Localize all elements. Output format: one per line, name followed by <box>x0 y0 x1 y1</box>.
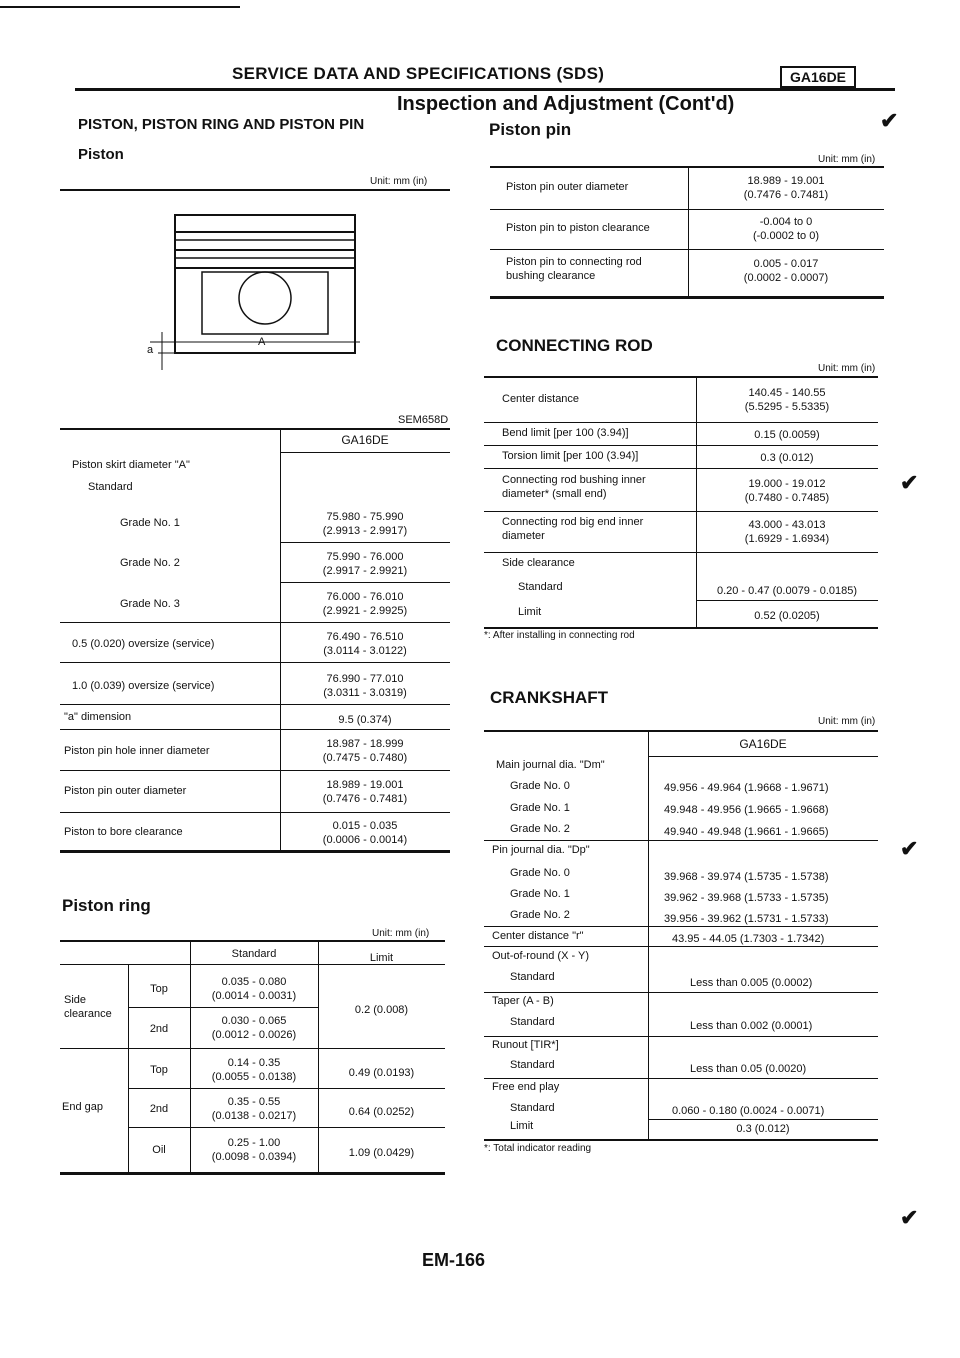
pin-row-label: bushing clearance <box>506 270 596 282</box>
crank-row-label: Runout [TIR*] <box>492 1039 559 1051</box>
piston-row-label: Standard <box>88 481 133 493</box>
piston-row-label: Piston to bore clearance <box>64 826 183 838</box>
conrod-row-value: 0.20 - 0.47 (0.0079 - 0.0185) <box>716 585 858 597</box>
ring-col-standard: Standard <box>231 948 277 960</box>
row-rule <box>60 770 450 771</box>
crank-row-label: Standard <box>510 1102 555 1114</box>
pin-row-label: Piston pin to piston clearance <box>506 222 650 234</box>
pin-row-value: (0.7476 - 0.7481) <box>743 189 829 201</box>
piston-row-value: (0.7475 - 0.7480) <box>322 752 408 764</box>
conrod-row-label: Center distance <box>502 393 580 405</box>
piston-header-rule <box>280 452 450 453</box>
piston-row-value: (3.0311 - 3.0319) <box>323 687 407 699</box>
pin-row-label: Piston pin outer diameter <box>506 181 629 193</box>
conrod-row-value: 19.000 - 19.012 <box>748 478 826 490</box>
crank-row-label: Main journal dia. "Dm" <box>496 759 605 771</box>
ring-table-top <box>60 940 445 942</box>
bookmark-icon: ✔ <box>880 108 899 133</box>
piston-row-value: 75.990 - 76.000 <box>326 551 404 563</box>
piston-row-value: 18.989 - 19.001 <box>326 779 404 791</box>
piston-row-value: (2.9921 - 2.9925) <box>322 605 408 617</box>
side-label: Side <box>64 994 87 1006</box>
piston-row-value: (0.7476 - 0.7481) <box>322 793 408 805</box>
conrod-row-value: 0.52 (0.0205) <box>754 610 820 622</box>
piston-table-bottom <box>60 850 450 853</box>
row-rule <box>484 445 878 446</box>
piston-row-value: 9.5 (0.374) <box>338 714 392 726</box>
crank-row-label: Grade No. 0 <box>510 867 570 879</box>
crank-row-label: Grade No. 2 <box>510 909 570 921</box>
row-rule <box>648 1119 878 1120</box>
ring-standard: 0.14 - 0.35 <box>227 1057 281 1069</box>
conrod-row-label: diameter <box>502 530 545 542</box>
piston-row-value: (2.9913 - 2.9917) <box>322 525 408 537</box>
crank-row-label: Grade No. 1 <box>510 888 570 900</box>
ring-limit: 0.64 (0.0252) <box>348 1106 415 1118</box>
page-title: SERVICE DATA AND SPECIFICATIONS (SDS) <box>232 64 605 83</box>
piston-title: Piston <box>78 146 124 163</box>
pin-row-label: Piston pin to connecting rod <box>506 256 642 268</box>
page-subtitle: Inspection and Adjustment (Cont'd) <box>397 93 735 115</box>
conrod-unit: Unit: mm (in) <box>818 363 876 374</box>
row-rule <box>60 622 450 623</box>
crank-row-value: 49.940 - 49.948 (1.9661 - 1.9665) <box>664 826 829 838</box>
piston-row-label: Grade No. 2 <box>120 557 180 569</box>
page-number: EM-166 <box>422 1250 486 1270</box>
conrod-row-label: Connecting rod big end inner <box>502 516 644 528</box>
row-rule <box>60 662 450 663</box>
row-rule <box>484 946 878 947</box>
row-rule <box>484 511 878 512</box>
row-rule <box>490 249 884 250</box>
piston-row-value: 76.490 - 76.510 <box>326 631 404 643</box>
piston-row-value: 76.000 - 76.010 <box>326 591 404 603</box>
piston-diagram <box>140 210 380 380</box>
crank-row-value: 39.968 - 39.974 (1.5735 - 1.5738) <box>664 871 829 883</box>
piston-row-label: Piston pin outer diameter <box>64 785 187 797</box>
piston-row-label: 0.5 (0.020) oversize (service) <box>72 638 215 650</box>
bookmark-icon: ✔ <box>900 1205 919 1230</box>
row-rule <box>60 812 450 813</box>
side-label: clearance <box>64 1008 112 1020</box>
piston-unit-rule <box>60 189 450 191</box>
piston-unit: Unit: mm (in) <box>370 176 428 187</box>
row-rule <box>696 600 878 601</box>
ring-type: 2nd <box>149 1103 169 1115</box>
crankshaft-title: CRANKSHAFT <box>490 688 609 707</box>
figure-label-A: A <box>258 336 266 348</box>
row-rule <box>484 1036 878 1037</box>
row-rule <box>280 542 450 543</box>
ring-standard: 0.030 - 0.065 <box>221 1015 287 1027</box>
conrod-row-label: Torsion limit [per 100 (3.94)] <box>502 450 639 462</box>
right-section-title: Piston pin <box>489 120 572 139</box>
ring-standard: 0.35 - 0.55 <box>227 1096 281 1108</box>
piston-row-label: Grade No. 3 <box>120 598 180 610</box>
row-rule <box>484 1078 878 1079</box>
ring-standard: 0.25 - 1.00 <box>227 1137 281 1149</box>
crank-row-value: 0.060 - 0.180 (0.0024 - 0.0071) <box>672 1105 825 1117</box>
crank-table-bottom <box>484 1139 878 1141</box>
crank-row-value: 49.948 - 49.956 (1.9665 - 1.9668) <box>664 804 829 816</box>
crank-col-header: GA16DE <box>739 737 787 751</box>
ring-standard: (0.0014 - 0.0031) <box>211 990 297 1002</box>
crank-row-value: Less than 0.05 (0.0020) <box>690 1063 807 1075</box>
conrod-row-value: 43.000 - 43.013 <box>748 519 826 531</box>
piston-row-label: "a" dimension <box>64 711 132 723</box>
crankshaft-unit: Unit: mm (in) <box>818 716 876 727</box>
conrod-row-value: (1.6929 - 1.6934) <box>744 533 830 545</box>
piston-row-label: 1.0 (0.039) oversize (service) <box>72 680 215 692</box>
conrod-row-label: Limit <box>518 606 542 618</box>
row-rule <box>128 1127 445 1128</box>
ring-type: Oil <box>152 1144 166 1156</box>
piston-col-header: GA16DE <box>341 433 389 447</box>
conrod-row-label: Standard <box>518 581 563 593</box>
ring-col-line <box>318 940 319 1173</box>
crank-row-label: Standard <box>510 971 555 983</box>
conrod-row-value: (5.5295 - 5.5335) <box>744 401 830 413</box>
ring-standard: (0.0012 - 0.0026) <box>211 1029 297 1041</box>
conrod-row-label: Side clearance <box>502 557 575 569</box>
ring-standard: (0.0138 - 0.0217) <box>211 1110 297 1122</box>
piston-row-value: (3.0114 - 3.0122) <box>323 645 407 657</box>
pin-unit: Unit: mm (in) <box>818 154 876 165</box>
crank-row-label: Pin journal dia. "Dp" <box>492 844 590 856</box>
conrod-table-top <box>484 376 878 378</box>
crank-row-value: 39.956 - 39.962 (1.5731 - 1.5733) <box>664 913 829 925</box>
crank-row-label: Center distance "r" <box>492 930 584 942</box>
crank-row-label: Limit <box>510 1120 534 1132</box>
crank-row-label: Out-of-round (X - Y) <box>492 950 589 962</box>
row-rule <box>484 926 878 927</box>
header-rule <box>75 88 895 91</box>
ring-limit: 1.09 (0.0429) <box>348 1147 415 1159</box>
piston-ring-title: Piston ring <box>62 896 151 915</box>
piston-row-label: Piston skirt diameter "A" <box>72 459 190 471</box>
row-rule <box>484 840 878 841</box>
crank-row-value: 43.95 - 44.05 (1.7303 - 1.7342) <box>672 933 825 945</box>
ring-table-bottom <box>60 1172 445 1175</box>
row-rule <box>60 1048 445 1049</box>
ring-standard: (0.0098 - 0.0394) <box>211 1151 297 1163</box>
figure-code: SEM658D <box>398 414 449 426</box>
piston-row-value: 75.980 - 75.990 <box>326 511 404 523</box>
row-rule <box>484 468 878 469</box>
conrod-row-label: Bend limit [per 100 (3.94)] <box>502 427 629 439</box>
bookmark-icon: ✔ <box>900 836 919 861</box>
conrod-row-value: 140.45 - 140.55 <box>748 387 826 399</box>
crank-row-value: Less than 0.005 (0.0002) <box>690 977 813 989</box>
connecting-rod-title: CONNECTING ROD <box>496 336 653 355</box>
crank-row-value: 39.962 - 39.968 (1.5733 - 1.5735) <box>664 892 829 904</box>
end-gap-label: End gap <box>62 1101 103 1113</box>
row-rule <box>484 992 878 993</box>
row-rule <box>648 756 878 757</box>
ring-type: 2nd <box>149 1023 169 1035</box>
piston-row-value: (0.0006 - 0.0014) <box>322 834 408 846</box>
conrod-footnote: *: After installing in connecting rod <box>484 630 635 641</box>
crank-row-label: Free end play <box>492 1081 560 1093</box>
row-rule <box>128 1088 445 1089</box>
conrod-row-label: Connecting rod bushing inner <box>502 474 646 486</box>
crank-row-label: Standard <box>510 1059 555 1071</box>
pin-table-top <box>490 166 884 168</box>
bookmark-icon: ✔ <box>900 470 919 495</box>
piston-row-value: 76.990 - 77.010 <box>326 673 404 685</box>
ring-col-limit: Limit <box>369 952 394 964</box>
crank-row-label: Grade No. 1 <box>510 802 570 814</box>
figure-label-a: a <box>147 344 154 356</box>
ring-type: Top <box>150 983 168 995</box>
conrod-row-label: diameter* (small end) <box>502 488 607 500</box>
crank-table-top <box>484 730 878 732</box>
pin-row-value: -0.004 to 0 <box>759 216 813 228</box>
conrod-row-value: 0.3 (0.012) <box>760 452 814 464</box>
pin-table-bottom <box>490 296 884 299</box>
piston-row-label: Grade No. 1 <box>120 517 180 529</box>
crank-row-label: Standard <box>510 1016 555 1028</box>
ring-standard: (0.0055 - 0.0138) <box>211 1071 297 1083</box>
crank-row-value: Less than 0.002 (0.0001) <box>690 1020 813 1032</box>
piston-table-top <box>60 428 450 430</box>
pin-row-value: (0.0002 - 0.0007) <box>743 272 829 284</box>
crank-row-label: Grade No. 2 <box>510 823 570 835</box>
pin-row-value: 18.989 - 19.001 <box>747 175 825 187</box>
ring-side-limit: 0.2 (0.008) <box>354 1004 409 1016</box>
pin-row-value: 0.005 - 0.017 <box>753 258 819 270</box>
engine-badge: GA16DE <box>780 66 856 88</box>
row-rule <box>60 704 450 705</box>
ring-type: Top <box>150 1064 168 1076</box>
ring-standard: 0.035 - 0.080 <box>221 976 287 988</box>
conrod-row-value: 0.15 (0.0059) <box>754 429 820 441</box>
row-rule <box>280 582 450 583</box>
row-rule <box>484 552 878 553</box>
piston-row-value: (2.9917 - 2.9921) <box>322 565 408 577</box>
piston-ring-unit: Unit: mm (in) <box>372 928 430 939</box>
row-rule <box>484 422 878 423</box>
crank-row-value: 0.3 (0.012) <box>736 1123 790 1135</box>
crank-row-label: Grade No. 0 <box>510 780 570 792</box>
row-rule <box>60 964 445 965</box>
row-rule <box>490 209 884 210</box>
crank-row-value: 49.956 - 49.964 (1.9668 - 1.9671) <box>664 782 829 794</box>
left-section-title: PISTON, PISTON RING AND PISTON PIN <box>78 116 365 133</box>
crank-footnote: *: Total indicator reading <box>484 1143 592 1154</box>
piston-row-value: 0.015 - 0.035 <box>332 820 398 832</box>
row-rule <box>60 729 450 730</box>
top-rule <box>0 6 240 8</box>
ring-limit: 0.49 (0.0193) <box>348 1067 415 1079</box>
piston-row-label: Piston pin hole inner diameter <box>64 745 210 757</box>
crank-row-label: Taper (A - B) <box>492 995 554 1007</box>
pin-row-value: (-0.0002 to 0) <box>752 230 820 242</box>
conrod-row-value: (0.7480 - 0.7485) <box>744 492 830 504</box>
row-rule <box>128 1007 318 1008</box>
piston-row-value: 18.987 - 18.999 <box>326 738 404 750</box>
